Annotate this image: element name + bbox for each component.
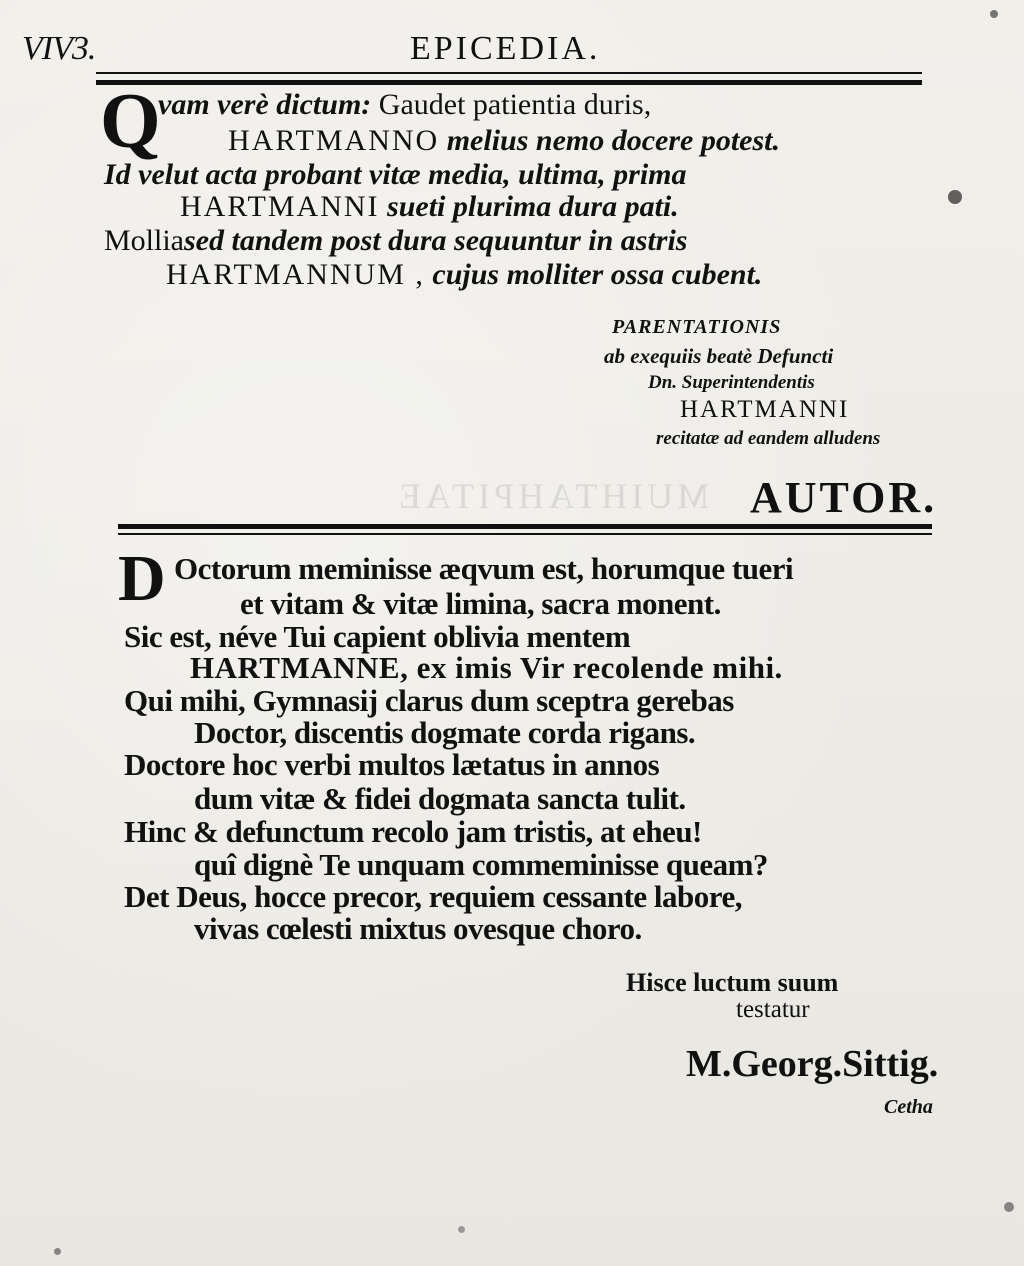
subscription-line-4: HARTMANNI	[680, 396, 850, 423]
poem2-line-3: Sic est, néve Tui capient oblivia mentem	[124, 619, 631, 654]
signature-name: M.Georg.Sittig.	[686, 1043, 939, 1085]
poem2-line-1: Octorum meminisse æqvum est, horumque tueri	[174, 551, 794, 586]
header-rule-thin	[96, 72, 922, 74]
subscription-line-2: ab exequiis beatè Defuncti	[604, 344, 834, 368]
folio-mark: VIV3.	[22, 30, 96, 67]
signature-place: Cetha	[884, 1096, 933, 1118]
poem1-line-3: Id velut acta probant vitæ media, ultima, prima	[104, 158, 687, 191]
poem2-line-9: Hinc & defunctum recolo jam tristis, at eheu!	[124, 814, 702, 849]
bleed-through-text: MUIHTAHPITAE	[395, 476, 710, 516]
signature-line-2: testatur	[736, 996, 810, 1023]
running-head: EPICEDIA.	[410, 30, 601, 67]
poem1-line-5: Molliased tandem post dura sequuntur in astris	[104, 224, 688, 257]
poem2-line-8: dum vitæ & fidei dogmata sancta tulit.	[194, 781, 686, 816]
header-rule-thick	[96, 80, 922, 85]
poem1-line-6: HARTMANNUM , cujus molliter ossa cubent.	[166, 258, 763, 291]
dropcap-d: D	[118, 542, 166, 615]
section-rule-thick	[118, 524, 932, 529]
signature-line-1: Hisce luctum suum	[626, 968, 839, 997]
poem2-line-2: et vitam & vitæ limina, sacra monent.	[240, 586, 721, 621]
poem2-line-6: Doctor, discentis dogmate corda rigans.	[194, 715, 696, 750]
ink-speck	[458, 1226, 465, 1233]
subscription-line-1: PARENTATIONIS	[612, 316, 782, 338]
dropcap-q: Q	[100, 77, 161, 164]
poem1-line-4: HARTMANNI sueti plurima dura pati.	[180, 190, 679, 223]
subscription-line-5: recitatæ ad eandem alludens	[656, 428, 881, 449]
poem2-line-5: Qui mihi, Gymnasij clarus dum sceptra gerebas	[124, 683, 734, 718]
ink-speck	[990, 10, 998, 18]
ink-speck	[54, 1248, 61, 1255]
subscription-line-3: Dn. Superintendentis	[648, 372, 815, 393]
poem1-line-2: HARTMANNO melius nemo docere potest.	[228, 124, 780, 157]
poem2-line-10: quî dignè Te unquam commeminisse queam?	[194, 847, 768, 882]
poem2-line-4: HARTMANNE, ex imis Vir recolende mihi.	[190, 650, 783, 685]
ink-speck	[1004, 1202, 1014, 1212]
poem2-line-7: Doctore hoc verbi multos lætatus in annos	[124, 747, 660, 782]
section-rule-thin	[118, 533, 932, 535]
ink-speck	[948, 190, 962, 204]
author-label: AUTOR.	[750, 473, 938, 522]
poem2-line-12: vivas cœlesti mixtus ovesque choro.	[194, 911, 642, 946]
poem2-line-11: Det Deus, hocce precor, requiem cessante labore,	[124, 879, 742, 914]
poem1-line-1: vam verè dictum: Gaudet patientia duris,	[158, 88, 652, 121]
